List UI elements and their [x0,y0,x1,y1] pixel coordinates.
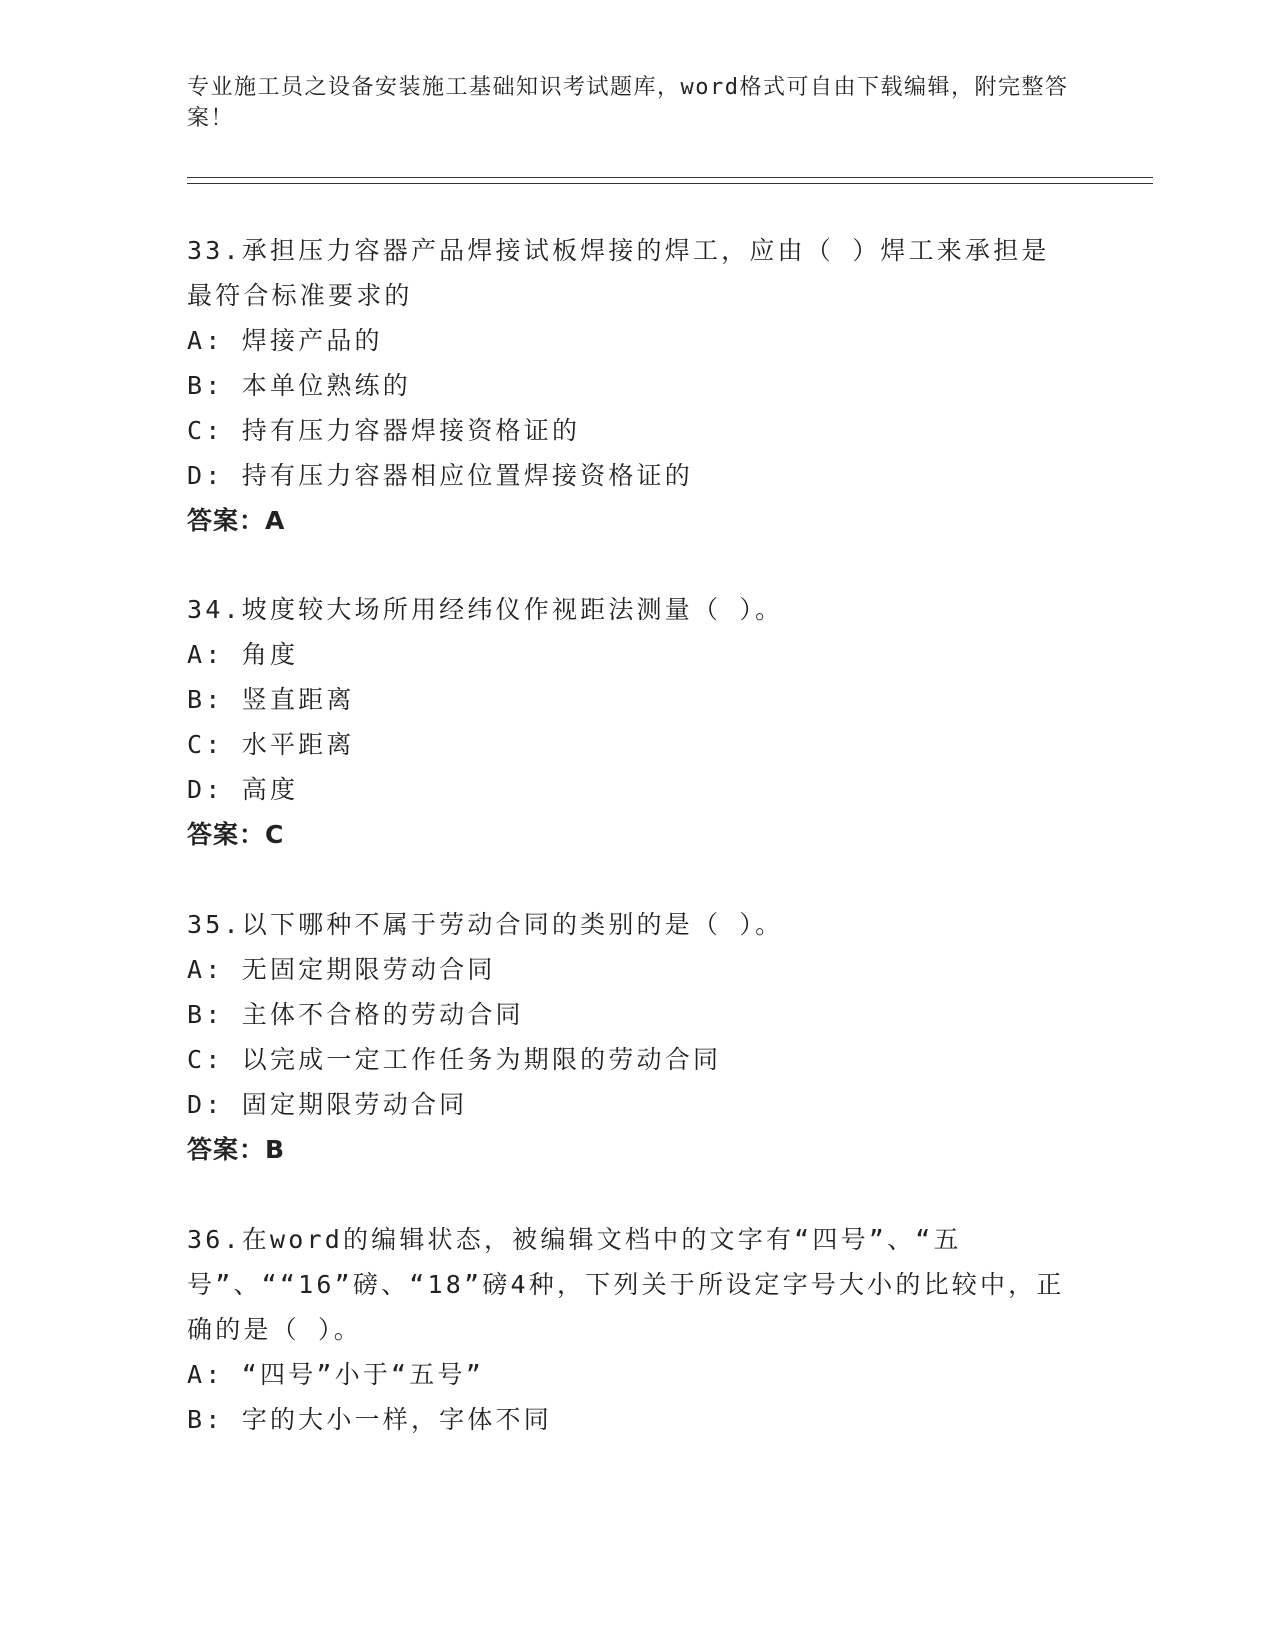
option-c: C: 水平距离 [187,730,355,759]
option-a: A: “四号”小于“五号” [187,1360,484,1389]
question-33 [187,228,1087,543]
answer-label: 答案：B [187,1135,286,1164]
answer-label: 答案：C [187,820,285,849]
question-text: 35.以下哪种不属于劳动合同的类别的是（ ）。 [187,910,784,939]
document-header [187,72,1077,134]
question-35 [187,902,1087,1172]
option-a: A: 焊接产品的 [187,326,383,355]
answer-label: 答案：A [187,506,286,535]
option-a: A: 无固定期限劳动合同 [187,955,496,984]
header-title: 专业施工员之设备安装施工基础知识考试题库，word格式可自由下载编辑，附完整答案！ [187,75,1069,131]
header-divider-bottom [187,183,1153,184]
option-d: D: 固定期限劳动合同 [187,1090,468,1119]
question-text: 33.承担压力容器产品焊接试板焊接的焊工，应由（ ）焊工来承担是最符合标准要求的 [187,236,1050,310]
question-text: 34.坡度较大场所用经纬仪作视距法测量（ ）。 [187,595,784,624]
option-c: C: 持有压力容器焊接资格证的 [187,416,581,445]
question-36 [187,1217,1087,1442]
question-34 [187,587,1087,857]
option-b: B: 竖直距离 [187,685,355,714]
option-b: B: 主体不合格的劳动合同 [187,1000,524,1029]
option-b: B: 本单位熟练的 [187,371,411,400]
option-b: B: 字的大小一样，字体不同 [187,1405,552,1434]
option-a: A: 角度 [187,640,299,669]
option-c: C: 以完成一定工作任务为期限的劳动合同 [187,1045,722,1074]
option-d: D: 高度 [187,775,299,804]
question-text: 36.在word的编辑状态，被编辑文档中的文字有“四号”、“五号”、““16”磅、“18”磅4种，下列关于所设定字号大小的比较中，正确的是（ ）。 [187,1225,1065,1344]
header-divider-top [187,177,1153,178]
option-d: D: 持有压力容器相应位置焊接资格证的 [187,461,693,490]
